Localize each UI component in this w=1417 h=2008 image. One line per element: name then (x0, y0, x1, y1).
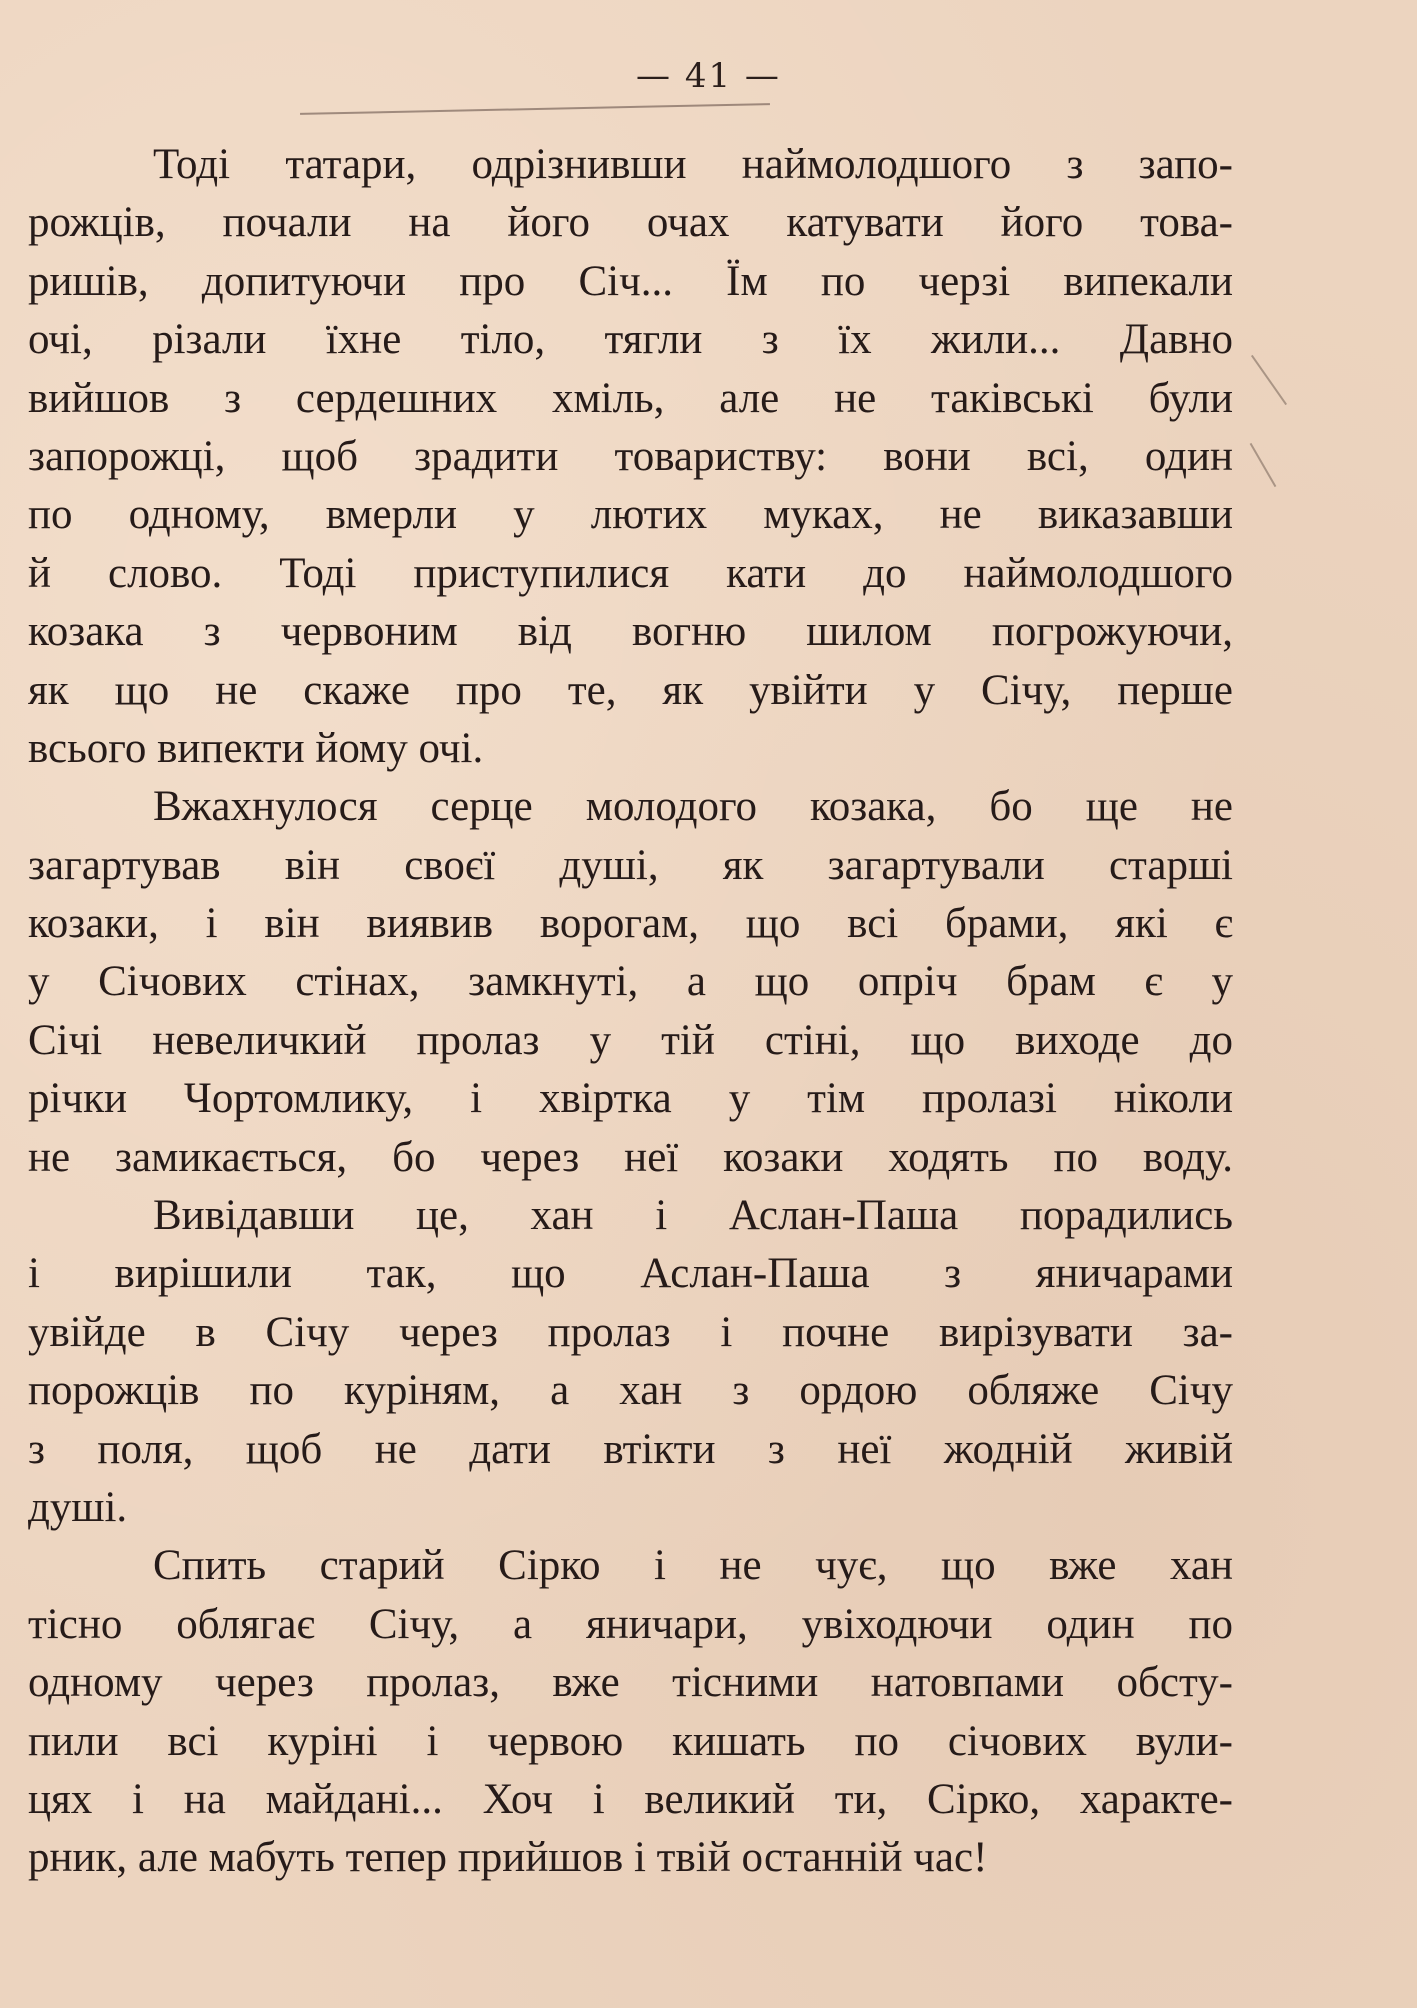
text-line: по одному, вмерли у лютих муках, не виказавши (28, 491, 1233, 539)
text-line: очі, різали їхне тіло, тягли з їх жили... Давно (28, 316, 1233, 364)
text-line: загартував він своєї душі, як загартували старші (28, 841, 1233, 889)
text-line: цях і на майдані... Хоч і великий ти, Сірко, характе- (28, 1775, 1233, 1823)
paragraph (28, 1187, 1233, 1537)
text-line: одному через пролаз, вже тісними натовпами обсту- (28, 1659, 1233, 1707)
text-line: у Січових стінах, замкнуті, а що опріч брам є у (28, 958, 1233, 1006)
text-line: не замикається, бо через неї козаки ходять по воду. (28, 1133, 1233, 1181)
text-line: душі. (28, 1483, 128, 1531)
text-line: й слово. Тоді приступилися кати до наймолодшого (28, 549, 1233, 597)
text-line: запорожці, щоб зрадити товариству: вони всі, один (28, 432, 1233, 480)
paragraph (28, 1537, 1233, 1887)
text-line: вийшов з сердешних хміль, але не таківські були (28, 374, 1233, 422)
margin-scratch (1251, 355, 1287, 405)
text-line: Спить старий Сірко і не чує, що вже хан (153, 1542, 1233, 1590)
page-number: — 41 — (636, 56, 781, 96)
text-line: всього випекти йому очі. (28, 724, 484, 772)
text-line: порожців по куріням, а хан з ордою обляже Січу (28, 1367, 1233, 1415)
text-line: тісно облягає Січу, а яничари, увіходючи один по (28, 1600, 1233, 1648)
text-line: Вжахнулося серце молодого козака, бо ще не (153, 783, 1233, 831)
body-text (28, 136, 1233, 1888)
text-line: увійде в Січу через пролаз і почне вирізувати за- (28, 1308, 1233, 1356)
text-line: Вивідавши це, хан і Аслан-Паша порадились (153, 1192, 1233, 1240)
text-line: річки Чортомлику, і хвіртка у тім пролазі ніколи (28, 1075, 1233, 1123)
margin-scratch (1250, 443, 1277, 487)
paragraph (28, 778, 1233, 1187)
text-line: козаки, і він виявив ворогам, що всі брами, які є (28, 900, 1233, 948)
text-line: пили всі куріні і червою кишать по січових вули- (28, 1717, 1233, 1765)
text-line: рник, але мабуть тепер прийшов і твій останній час! (28, 1834, 988, 1882)
paragraph (28, 136, 1233, 778)
text-line: Січі невеличкий пролаз у тій стіні, що виходе до (28, 1016, 1233, 1064)
text-line: козака з червоним від вогню шилом погрожуючи, (28, 608, 1233, 656)
text-line: ришів, допитуючи про Січ... Їм по черзі випекали (28, 257, 1233, 305)
text-line: і вирішили так, що Аслан-Паша з яничарами (28, 1250, 1233, 1298)
text-line: рожців, почали на його очах катувати його това- (28, 199, 1233, 247)
text-line: з поля, щоб не дати втікти з неї жодній живій (28, 1425, 1233, 1473)
text-line: Тоді татари, одрізнивши наймолодшого з запо- (153, 141, 1233, 188)
text-line: як що не скаже про те, як увійти у Січу, перше (28, 666, 1233, 714)
header-rule (300, 103, 770, 115)
